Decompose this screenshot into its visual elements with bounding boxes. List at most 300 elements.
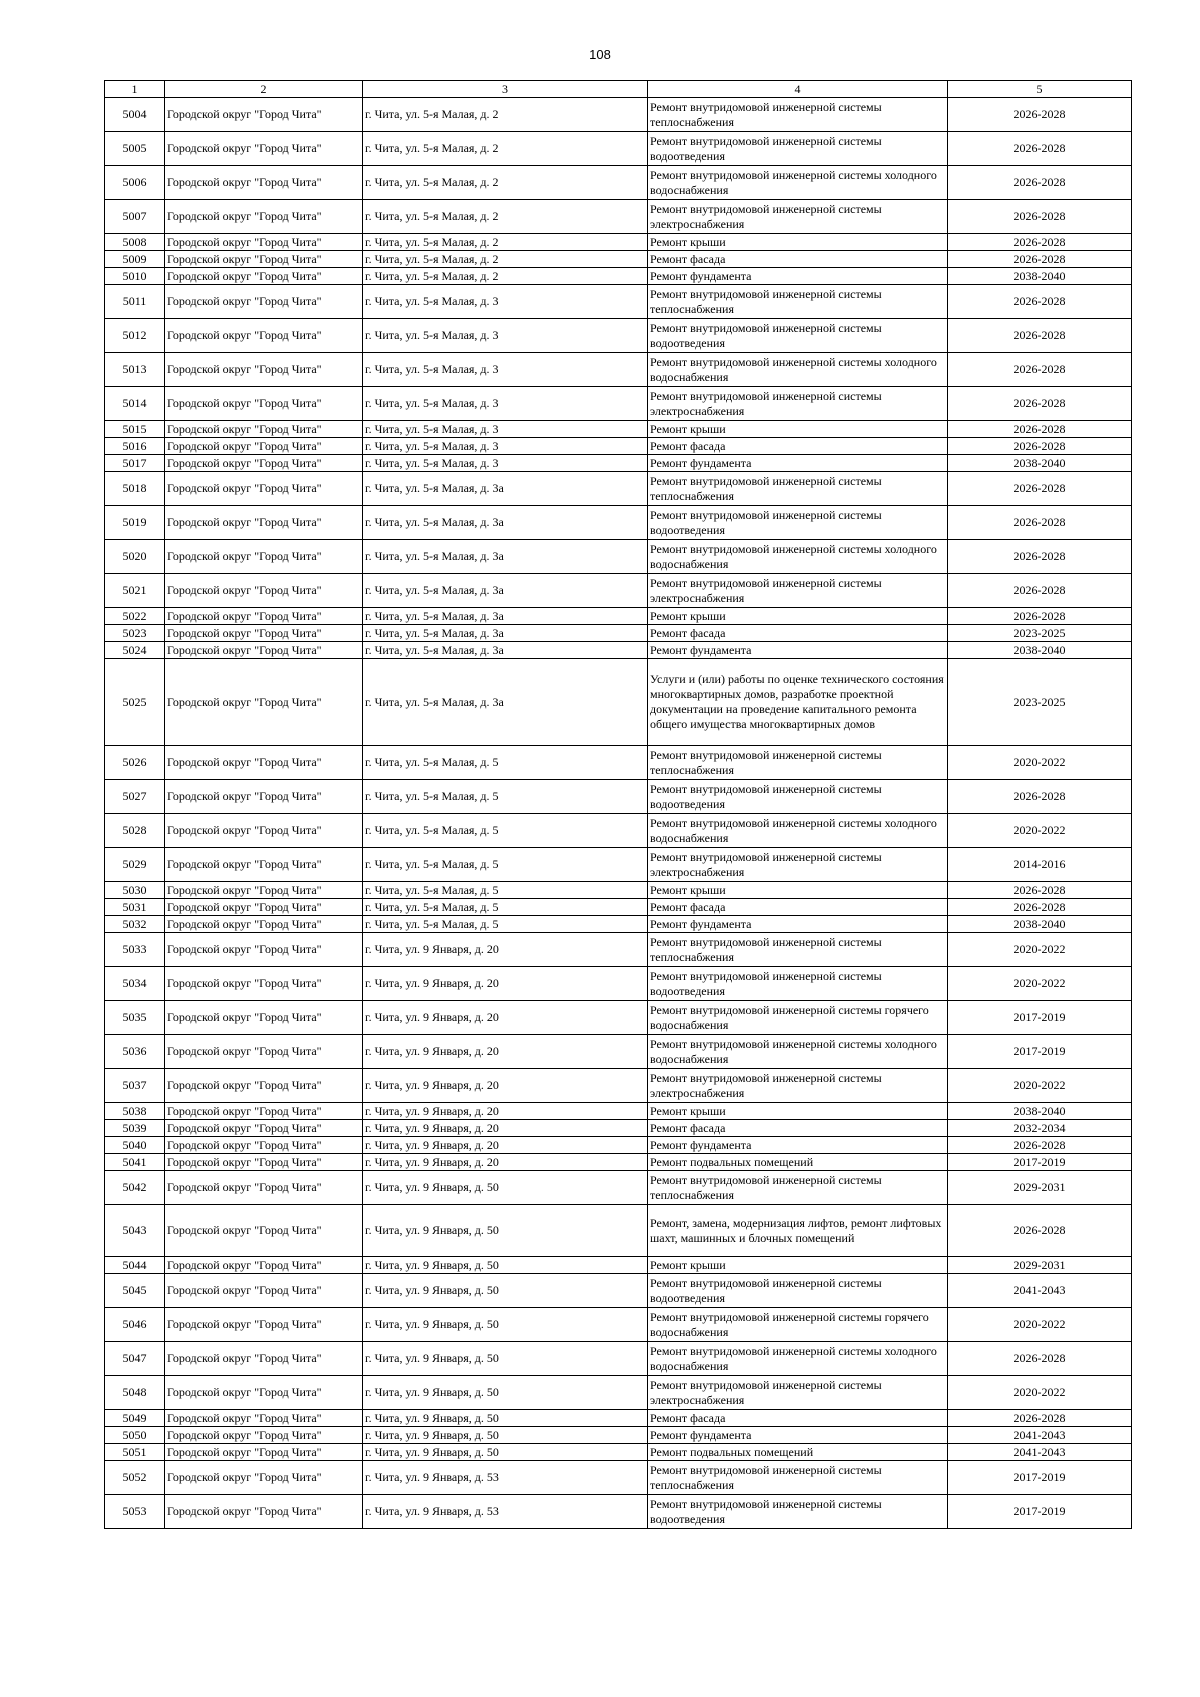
address-cell: г. Чита, ул. 9 Января, д. 50: [363, 1342, 648, 1376]
period-cell: 2026-2028: [948, 387, 1132, 421]
row-number: 5052: [105, 1461, 165, 1495]
period-cell: 2017-2019: [948, 1154, 1132, 1171]
column-header: 4: [648, 81, 948, 98]
row-number: 5028: [105, 814, 165, 848]
work-type-cell: Ремонт внутридомовой инженерной системы электроснабжения: [648, 387, 948, 421]
row-number: 5011: [105, 285, 165, 319]
municipality-cell: Городской округ "Город Чита": [165, 1137, 363, 1154]
municipality-cell: Городской округ "Город Чита": [165, 1257, 363, 1274]
work-type-cell: Услуги и (или) работы по оценке технического состояния многоквартирных домов, разработке проектной документации на проведение капитального ремонта общего имущества многоквартирных домов: [648, 659, 948, 746]
address-cell: г. Чита, ул. 5-я Малая, д. 5: [363, 780, 648, 814]
municipality-cell: Городской округ "Город Чита": [165, 1035, 363, 1069]
address-cell: г. Чита, ул. 5-я Малая, д. 3а: [363, 625, 648, 642]
work-type-cell: Ремонт внутридомовой инженерной системы теплоснабжения: [648, 1171, 948, 1205]
period-cell: 2026-2028: [948, 438, 1132, 455]
work-type-cell: Ремонт внутридомовой инженерной системы горячего водоснабжения: [648, 1308, 948, 1342]
row-number: 5034: [105, 967, 165, 1001]
period-cell: 2026-2028: [948, 540, 1132, 574]
work-type-cell: Ремонт внутридомовой инженерной системы холодного водоснабжения: [648, 1035, 948, 1069]
column-header: 1: [105, 81, 165, 98]
work-type-cell: Ремонт внутридомовой инженерной системы электроснабжения: [648, 1376, 948, 1410]
municipality-cell: Городской округ "Город Чита": [165, 1154, 363, 1171]
row-number: 5049: [105, 1410, 165, 1427]
municipality-cell: Городской округ "Город Чита": [165, 319, 363, 353]
municipality-cell: Городской округ "Город Чита": [165, 1376, 363, 1410]
address-cell: г. Чита, ул. 5-я Малая, д. 2: [363, 132, 648, 166]
table-row: [105, 506, 1132, 540]
address-cell: г. Чита, ул. 5-я Малая, д. 2: [363, 98, 648, 132]
municipality-cell: Городской округ "Город Чита": [165, 916, 363, 933]
table-row: [105, 916, 1132, 933]
table-row: [105, 1342, 1132, 1376]
table-row: [105, 882, 1132, 899]
table-row: [105, 642, 1132, 659]
period-cell: 2026-2028: [948, 98, 1132, 132]
work-type-cell: Ремонт крыши: [648, 421, 948, 438]
period-cell: 2020-2022: [948, 1069, 1132, 1103]
municipality-cell: Городской округ "Город Чита": [165, 455, 363, 472]
work-type-cell: Ремонт фундамента: [648, 268, 948, 285]
address-cell: г. Чита, ул. 5-я Малая, д. 5: [363, 814, 648, 848]
row-number: 5004: [105, 98, 165, 132]
work-type-cell: Ремонт внутридомовой инженерной системы холодного водоснабжения: [648, 353, 948, 387]
work-type-cell: Ремонт внутридомовой инженерной системы холодного водоснабжения: [648, 1342, 948, 1376]
table-row: [105, 268, 1132, 285]
work-type-cell: Ремонт, замена, модернизация лифтов, ремонт лифтовых шахт, машинных и блочных помещений: [648, 1205, 948, 1257]
row-number: 5019: [105, 506, 165, 540]
address-cell: г. Чита, ул. 9 Января, д. 50: [363, 1427, 648, 1444]
period-cell: 2026-2028: [948, 166, 1132, 200]
row-number: 5016: [105, 438, 165, 455]
row-number: 5007: [105, 200, 165, 234]
table-row: [105, 472, 1132, 506]
row-number: 5043: [105, 1205, 165, 1257]
table-row: [105, 540, 1132, 574]
work-type-cell: Ремонт подвальных помещений: [648, 1154, 948, 1171]
work-type-cell: Ремонт фасада: [648, 438, 948, 455]
address-cell: г. Чита, ул. 5-я Малая, д. 3а: [363, 642, 648, 659]
work-type-cell: Ремонт фасада: [648, 251, 948, 268]
address-cell: г. Чита, ул. 5-я Малая, д. 3а: [363, 472, 648, 506]
period-cell: 2026-2028: [948, 780, 1132, 814]
period-cell: 2020-2022: [948, 967, 1132, 1001]
row-number: 5006: [105, 166, 165, 200]
period-cell: 2026-2028: [948, 472, 1132, 506]
period-cell: 2038-2040: [948, 916, 1132, 933]
municipality-cell: Городской округ "Город Чита": [165, 933, 363, 967]
municipality-cell: Городской округ "Город Чита": [165, 285, 363, 319]
address-cell: г. Чита, ул. 5-я Малая, д. 3: [363, 353, 648, 387]
address-cell: г. Чита, ул. 5-я Малая, д. 3а: [363, 574, 648, 608]
work-type-cell: Ремонт внутридомовой инженерной системы теплоснабжения: [648, 933, 948, 967]
address-cell: г. Чита, ул. 5-я Малая, д. 3: [363, 319, 648, 353]
municipality-cell: Городской округ "Город Чита": [165, 1171, 363, 1205]
work-type-cell: Ремонт крыши: [648, 1257, 948, 1274]
row-number: 5013: [105, 353, 165, 387]
municipality-cell: Городской округ "Город Чита": [165, 608, 363, 625]
period-cell: 2023-2025: [948, 659, 1132, 746]
table-row: [105, 438, 1132, 455]
municipality-cell: Городской округ "Город Чита": [165, 251, 363, 268]
period-cell: 2017-2019: [948, 1461, 1132, 1495]
municipality-cell: Городской округ "Город Чита": [165, 848, 363, 882]
column-header: 3: [363, 81, 648, 98]
work-type-cell: Ремонт внутридомовой инженерной системы электроснабжения: [648, 200, 948, 234]
municipality-cell: Городской округ "Город Чита": [165, 1308, 363, 1342]
municipality-cell: Городской округ "Город Чита": [165, 780, 363, 814]
period-cell: 2017-2019: [948, 1035, 1132, 1069]
row-number: 5037: [105, 1069, 165, 1103]
work-type-cell: Ремонт фасада: [648, 1120, 948, 1137]
address-cell: г. Чита, ул. 5-я Малая, д. 5: [363, 916, 648, 933]
table-row: [105, 285, 1132, 319]
address-cell: г. Чита, ул. 9 Января, д. 53: [363, 1495, 648, 1529]
address-cell: г. Чита, ул. 5-я Малая, д. 3а: [363, 608, 648, 625]
work-type-cell: Ремонт фасада: [648, 899, 948, 916]
table-row: [105, 899, 1132, 916]
period-cell: 2026-2028: [948, 899, 1132, 916]
work-type-cell: Ремонт фундамента: [648, 1137, 948, 1154]
table-row: [105, 659, 1132, 746]
page-number: 108: [589, 47, 611, 62]
table-row: [105, 1495, 1132, 1529]
municipality-cell: Городской округ "Город Чита": [165, 540, 363, 574]
table-row: [105, 1461, 1132, 1495]
address-cell: г. Чита, ул. 5-я Малая, д. 5: [363, 848, 648, 882]
row-number: 5051: [105, 1444, 165, 1461]
row-number: 5041: [105, 1154, 165, 1171]
address-cell: г. Чита, ул. 5-я Малая, д. 5: [363, 746, 648, 780]
work-type-cell: Ремонт подвальных помещений: [648, 1444, 948, 1461]
address-cell: г. Чита, ул. 5-я Малая, д. 3а: [363, 659, 648, 746]
repair-schedule-table: [104, 80, 1132, 1529]
period-cell: 2020-2022: [948, 1308, 1132, 1342]
table-row: [105, 933, 1132, 967]
municipality-cell: Городской округ "Город Чита": [165, 1274, 363, 1308]
work-type-cell: Ремонт внутридомовой инженерной системы теплоснабжения: [648, 472, 948, 506]
table-row: [105, 1103, 1132, 1120]
municipality-cell: Городской округ "Город Чита": [165, 1342, 363, 1376]
row-number: 5022: [105, 608, 165, 625]
table-row: [105, 1427, 1132, 1444]
work-type-cell: Ремонт фундамента: [648, 455, 948, 472]
period-cell: 2026-2028: [948, 574, 1132, 608]
address-cell: г. Чита, ул. 9 Января, д. 20: [363, 1035, 648, 1069]
table-row: [105, 421, 1132, 438]
period-cell: 2014-2016: [948, 848, 1132, 882]
work-type-cell: Ремонт внутридомовой инженерной системы водоотведения: [648, 1274, 948, 1308]
address-cell: г. Чита, ул. 5-я Малая, д. 3а: [363, 540, 648, 574]
work-type-cell: Ремонт внутридомовой инженерной системы теплоснабжения: [648, 285, 948, 319]
row-number: 5030: [105, 882, 165, 899]
work-type-cell: Ремонт внутридомовой инженерной системы электроснабжения: [648, 1069, 948, 1103]
address-cell: г. Чита, ул. 5-я Малая, д. 3: [363, 285, 648, 319]
municipality-cell: Городской округ "Город Чита": [165, 967, 363, 1001]
municipality-cell: Городской округ "Город Чита": [165, 882, 363, 899]
address-cell: г. Чита, ул. 9 Января, д. 20: [363, 967, 648, 1001]
column-header: 2: [165, 81, 363, 98]
table-row: [105, 166, 1132, 200]
period-cell: 2026-2028: [948, 608, 1132, 625]
work-type-cell: Ремонт крыши: [648, 608, 948, 625]
work-type-cell: Ремонт внутридомовой инженерной системы холодного водоснабжения: [648, 814, 948, 848]
period-cell: 2023-2025: [948, 625, 1132, 642]
row-number: 5027: [105, 780, 165, 814]
table-row: [105, 98, 1132, 132]
row-number: 5015: [105, 421, 165, 438]
municipality-cell: Городской округ "Город Чита": [165, 234, 363, 251]
period-cell: 2026-2028: [948, 1410, 1132, 1427]
table-row: [105, 132, 1132, 166]
municipality-cell: Городской округ "Город Чита": [165, 98, 363, 132]
row-number: 5017: [105, 455, 165, 472]
row-number: 5009: [105, 251, 165, 268]
table-row: [105, 608, 1132, 625]
table-row: [105, 574, 1132, 608]
municipality-cell: Городской округ "Город Чита": [165, 353, 363, 387]
row-number: 5014: [105, 387, 165, 421]
municipality-cell: Городской округ "Город Чита": [165, 814, 363, 848]
municipality-cell: Городской округ "Город Чита": [165, 1427, 363, 1444]
municipality-cell: Городской округ "Город Чита": [165, 1103, 363, 1120]
work-type-cell: Ремонт внутридомовой инженерной системы водоотведения: [648, 319, 948, 353]
row-number: 5038: [105, 1103, 165, 1120]
period-cell: 2029-2031: [948, 1171, 1132, 1205]
table-row: [105, 251, 1132, 268]
row-number: 5008: [105, 234, 165, 251]
municipality-cell: Городской округ "Город Чита": [165, 1461, 363, 1495]
table-row: [105, 625, 1132, 642]
municipality-cell: Городской округ "Город Чита": [165, 506, 363, 540]
period-cell: 2041-2043: [948, 1444, 1132, 1461]
row-number: 5045: [105, 1274, 165, 1308]
period-cell: 2017-2019: [948, 1001, 1132, 1035]
work-type-cell: Ремонт внутридомовой инженерной системы электроснабжения: [648, 574, 948, 608]
address-cell: г. Чита, ул. 9 Января, д. 20: [363, 1001, 648, 1035]
table-row: [105, 1410, 1132, 1427]
period-cell: 2029-2031: [948, 1257, 1132, 1274]
address-cell: г. Чита, ул. 9 Января, д. 50: [363, 1308, 648, 1342]
period-cell: 2038-2040: [948, 268, 1132, 285]
table-row: [105, 1154, 1132, 1171]
table-row: [105, 746, 1132, 780]
address-cell: г. Чита, ул. 9 Января, д. 20: [363, 1137, 648, 1154]
work-type-cell: Ремонт крыши: [648, 234, 948, 251]
address-cell: г. Чита, ул. 5-я Малая, д. 3а: [363, 506, 648, 540]
table-row: [105, 1001, 1132, 1035]
table-header-row: [105, 81, 1132, 98]
municipality-cell: Городской округ "Город Чита": [165, 642, 363, 659]
address-cell: г. Чита, ул. 9 Января, д. 50: [363, 1257, 648, 1274]
table-row: [105, 1120, 1132, 1137]
table-row: [105, 387, 1132, 421]
address-cell: г. Чита, ул. 9 Января, д. 50: [363, 1171, 648, 1205]
row-number: 5018: [105, 472, 165, 506]
municipality-cell: Городской округ "Город Чита": [165, 200, 363, 234]
address-cell: г. Чита, ул. 9 Января, д. 53: [363, 1461, 648, 1495]
row-number: 5044: [105, 1257, 165, 1274]
period-cell: 2032-2034: [948, 1120, 1132, 1137]
municipality-cell: Городской округ "Город Чита": [165, 1001, 363, 1035]
row-number: 5036: [105, 1035, 165, 1069]
row-number: 5053: [105, 1495, 165, 1529]
row-number: 5024: [105, 642, 165, 659]
table-row: [105, 780, 1132, 814]
work-type-cell: Ремонт фундамента: [648, 916, 948, 933]
period-cell: 2041-2043: [948, 1427, 1132, 1444]
address-cell: г. Чита, ул. 5-я Малая, д. 3: [363, 455, 648, 472]
address-cell: г. Чита, ул. 5-я Малая, д. 3: [363, 438, 648, 455]
period-cell: 2026-2028: [948, 506, 1132, 540]
work-type-cell: Ремонт крыши: [648, 1103, 948, 1120]
work-type-cell: Ремонт внутридомовой инженерной системы водоотведения: [648, 780, 948, 814]
work-type-cell: Ремонт фундамента: [648, 642, 948, 659]
period-cell: 2020-2022: [948, 1376, 1132, 1410]
work-type-cell: Ремонт фундамента: [648, 1427, 948, 1444]
work-type-cell: Ремонт крыши: [648, 882, 948, 899]
table-row: [105, 353, 1132, 387]
address-cell: г. Чита, ул. 5-я Малая, д. 3: [363, 387, 648, 421]
address-cell: г. Чита, ул. 5-я Малая, д. 2: [363, 251, 648, 268]
row-number: 5046: [105, 1308, 165, 1342]
period-cell: 2026-2028: [948, 882, 1132, 899]
table-row: [105, 200, 1132, 234]
period-cell: 2020-2022: [948, 746, 1132, 780]
address-cell: г. Чита, ул. 9 Января, д. 20: [363, 1154, 648, 1171]
table-row: [105, 1069, 1132, 1103]
period-cell: 2038-2040: [948, 1103, 1132, 1120]
table-row: [105, 967, 1132, 1001]
address-cell: г. Чита, ул. 5-я Малая, д. 2: [363, 200, 648, 234]
row-number: 5012: [105, 319, 165, 353]
row-number: 5035: [105, 1001, 165, 1035]
table-row: [105, 1308, 1132, 1342]
period-cell: 2026-2028: [948, 1137, 1132, 1154]
period-cell: 2038-2040: [948, 455, 1132, 472]
period-cell: 2026-2028: [948, 421, 1132, 438]
municipality-cell: Городской округ "Город Чита": [165, 899, 363, 916]
address-cell: г. Чита, ул. 9 Января, д. 50: [363, 1444, 648, 1461]
period-cell: 2026-2028: [948, 1205, 1132, 1257]
municipality-cell: Городской округ "Город Чита": [165, 659, 363, 746]
work-type-cell: Ремонт внутридомовой инженерной системы теплоснабжения: [648, 746, 948, 780]
address-cell: г. Чита, ул. 9 Января, д. 50: [363, 1274, 648, 1308]
municipality-cell: Городской округ "Город Чита": [165, 1069, 363, 1103]
period-cell: 2020-2022: [948, 933, 1132, 967]
work-type-cell: Ремонт внутридомовой инженерной системы водоотведения: [648, 967, 948, 1001]
period-cell: 2026-2028: [948, 1342, 1132, 1376]
period-cell: 2026-2028: [948, 234, 1132, 251]
table-row: [105, 319, 1132, 353]
period-cell: 2026-2028: [948, 132, 1132, 166]
work-type-cell: Ремонт внутридомовой инженерной системы электроснабжения: [648, 848, 948, 882]
row-number: 5040: [105, 1137, 165, 1154]
municipality-cell: Городской округ "Город Чита": [165, 574, 363, 608]
table-body: [105, 98, 1132, 1529]
address-cell: г. Чита, ул. 9 Января, д. 20: [363, 1103, 648, 1120]
table-row: [105, 848, 1132, 882]
work-type-cell: Ремонт внутридомовой инженерной системы холодного водоснабжения: [648, 166, 948, 200]
work-type-cell: Ремонт фасада: [648, 1410, 948, 1427]
address-cell: г. Чита, ул. 9 Января, д. 20: [363, 933, 648, 967]
address-cell: г. Чита, ул. 9 Января, д. 20: [363, 1120, 648, 1137]
row-number: 5010: [105, 268, 165, 285]
period-cell: 2038-2040: [948, 642, 1132, 659]
table-row: [105, 1274, 1132, 1308]
municipality-cell: Городской округ "Город Чита": [165, 438, 363, 455]
work-type-cell: Ремонт внутридомовой инженерной системы холодного водоснабжения: [648, 540, 948, 574]
row-number: 5033: [105, 933, 165, 967]
period-cell: 2026-2028: [948, 353, 1132, 387]
municipality-cell: Городской округ "Город Чита": [165, 268, 363, 285]
row-number: 5026: [105, 746, 165, 780]
period-cell: 2026-2028: [948, 319, 1132, 353]
row-number: 5025: [105, 659, 165, 746]
municipality-cell: Городской округ "Город Чита": [165, 387, 363, 421]
municipality-cell: Городской округ "Город Чита": [165, 1495, 363, 1529]
address-cell: г. Чита, ул. 5-я Малая, д. 5: [363, 899, 648, 916]
address-cell: г. Чита, ул. 9 Января, д. 50: [363, 1410, 648, 1427]
address-cell: г. Чита, ул. 5-я Малая, д. 5: [363, 882, 648, 899]
row-number: 5029: [105, 848, 165, 882]
work-type-cell: Ремонт внутридомовой инженерной системы водоотведения: [648, 506, 948, 540]
address-cell: г. Чита, ул. 9 Января, д. 50: [363, 1376, 648, 1410]
municipality-cell: Городской округ "Город Чита": [165, 421, 363, 438]
table-row: [105, 1035, 1132, 1069]
address-cell: г. Чита, ул. 5-я Малая, д. 2: [363, 166, 648, 200]
table-row: [105, 814, 1132, 848]
work-type-cell: Ремонт внутридомовой инженерной системы теплоснабжения: [648, 1461, 948, 1495]
table-row: [105, 1444, 1132, 1461]
row-number: 5032: [105, 916, 165, 933]
municipality-cell: Городской округ "Город Чита": [165, 472, 363, 506]
row-number: 5047: [105, 1342, 165, 1376]
period-cell: 2020-2022: [948, 814, 1132, 848]
row-number: 5050: [105, 1427, 165, 1444]
address-cell: г. Чита, ул. 5-я Малая, д. 3: [363, 421, 648, 438]
table-row: [105, 1376, 1132, 1410]
municipality-cell: Городской округ "Город Чита": [165, 166, 363, 200]
period-cell: 2017-2019: [948, 1495, 1132, 1529]
period-cell: 2026-2028: [948, 285, 1132, 319]
table-row: [105, 234, 1132, 251]
table-row: [105, 1137, 1132, 1154]
work-type-cell: Ремонт внутридомовой инженерной системы теплоснабжения: [648, 98, 948, 132]
work-type-cell: Ремонт внутридомовой инженерной системы водоотведения: [648, 132, 948, 166]
municipality-cell: Городской округ "Город Чита": [165, 625, 363, 642]
table-row: [105, 1205, 1132, 1257]
table-row: [105, 455, 1132, 472]
address-cell: г. Чита, ул. 5-я Малая, д. 2: [363, 234, 648, 251]
work-type-cell: Ремонт внутридомовой инженерной системы водоотведения: [648, 1495, 948, 1529]
municipality-cell: Городской округ "Город Чита": [165, 1205, 363, 1257]
period-cell: 2041-2043: [948, 1274, 1132, 1308]
address-cell: г. Чита, ул. 9 Января, д. 20: [363, 1069, 648, 1103]
address-cell: г. Чита, ул. 5-я Малая, д. 2: [363, 268, 648, 285]
address-cell: г. Чита, ул. 9 Января, д. 50: [363, 1205, 648, 1257]
row-number: 5031: [105, 899, 165, 916]
municipality-cell: Городской округ "Город Чита": [165, 1410, 363, 1427]
municipality-cell: Городской округ "Город Чита": [165, 1444, 363, 1461]
period-cell: 2026-2028: [948, 200, 1132, 234]
municipality-cell: Городской округ "Город Чита": [165, 746, 363, 780]
period-cell: 2026-2028: [948, 251, 1132, 268]
work-type-cell: Ремонт внутридомовой инженерной системы горячего водоснабжения: [648, 1001, 948, 1035]
municipality-cell: Городской округ "Город Чита": [165, 132, 363, 166]
row-number: 5020: [105, 540, 165, 574]
row-number: 5021: [105, 574, 165, 608]
row-number: 5042: [105, 1171, 165, 1205]
